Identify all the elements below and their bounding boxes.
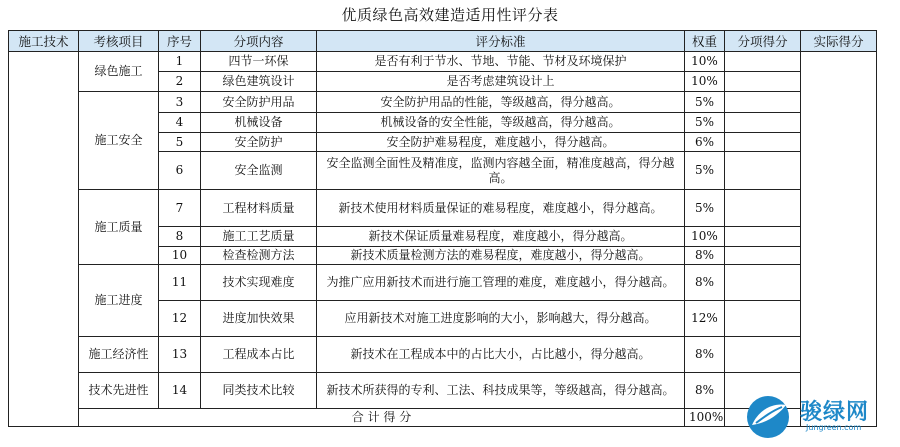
row-criterion: 安全防护难易程度，难度越小，得分越高。 [317, 133, 685, 152]
sub-score-cell[interactable] [725, 133, 801, 152]
row-no: 1 [159, 52, 201, 72]
row-item: 进度加快效果 [201, 301, 317, 337]
row-no: 5 [159, 133, 201, 152]
sub-score-cell[interactable] [725, 227, 801, 247]
row-no: 10 [159, 247, 201, 265]
page-title: 优质绿色高效建造适用性评分表 [341, 6, 559, 24]
row-item: 安全防护用品 [201, 92, 317, 113]
row-item: 四节一环保 [201, 52, 317, 72]
row-no: 4 [159, 113, 201, 133]
row-weight: 5% [685, 152, 725, 190]
row-criterion: 新技术使用材料质量保证的难易程度，难度越小，得分越高。 [317, 190, 685, 227]
col-header-tech: 施工技术 [9, 31, 79, 52]
group-label: 技术先进性 [79, 373, 159, 409]
row-weight: 8% [685, 337, 725, 373]
row-criterion: 应用新技术对施工进度影响的大小，影响越大，得分越高。 [317, 301, 685, 337]
sub-score-cell[interactable] [725, 301, 801, 337]
row-item: 安全监测 [201, 152, 317, 190]
table-header-row [9, 31, 877, 52]
group-label: 施工进度 [79, 265, 159, 337]
sub-score-cell[interactable] [725, 190, 801, 227]
row-item: 工程材料质量 [201, 190, 317, 227]
group-label: 绿色施工 [79, 52, 159, 92]
sub-score-cell[interactable] [725, 72, 801, 92]
row-no: 13 [159, 337, 201, 373]
row-item: 检查检测方法 [201, 247, 317, 265]
row-item: 绿色建筑设计 [201, 72, 317, 92]
leaf-logo-icon [742, 393, 798, 441]
group-label: 施工安全 [79, 92, 159, 190]
sub-score-cell[interactable] [725, 92, 801, 113]
row-item: 施工工艺质量 [201, 227, 317, 247]
row-weight: 12% [685, 301, 725, 337]
row-weight: 8% [685, 265, 725, 301]
row-criterion: 安全防护用品的性能，等级越高，得分越高。 [317, 92, 685, 113]
row-weight: 8% [685, 247, 725, 265]
row-weight: 10% [685, 52, 725, 72]
col-header-no: 序号 [159, 31, 201, 52]
row-no: 11 [159, 265, 201, 301]
row-item: 工程成本占比 [201, 337, 317, 373]
row-no: 6 [159, 152, 201, 190]
row-no: 2 [159, 72, 201, 92]
sub-score-cell[interactable] [725, 52, 801, 72]
row-criterion: 是否有利于节水、节地、节能、节材及环境保护 [317, 52, 685, 72]
total-weight: 100% [685, 409, 725, 427]
row-item: 同类技术比较 [201, 373, 317, 409]
watermark [742, 393, 892, 441]
row-criterion: 机械设备的安全性能，等级越高，得分越高。 [317, 113, 685, 133]
table-row [9, 190, 877, 227]
row-no: 8 [159, 227, 201, 247]
table-row [9, 52, 877, 72]
sub-score-cell[interactable] [725, 247, 801, 265]
col-header-project: 考核项目 [79, 31, 159, 52]
row-weight: 8% [685, 373, 725, 409]
col-header-weight: 权重 [685, 31, 725, 52]
row-criterion: 新技术质量检测方法的难易程度，难度越小，得分越高。 [317, 247, 685, 265]
row-criterion: 新技术保证质量难易程度，难度越小，得分越高。 [317, 227, 685, 247]
row-criterion: 为推广应用新技术而进行施工管理的难度，难度越小，得分越高。 [317, 265, 685, 301]
watermark-url: Jungreen.com [806, 423, 862, 432]
col-header-sub-score: 分项得分 [725, 31, 801, 52]
total-label: 合 计 得 分 [79, 409, 685, 427]
row-criterion: 是否考虑建筑设计上 [317, 72, 685, 92]
sub-score-cell[interactable] [725, 337, 801, 373]
sub-score-cell[interactable] [725, 265, 801, 301]
row-weight: 5% [685, 92, 725, 113]
col-header-actual-score: 实际得分 [801, 31, 877, 52]
group-label: 施工质量 [79, 190, 159, 265]
row-item: 技术实现难度 [201, 265, 317, 301]
row-no: 3 [159, 92, 201, 113]
sub-score-cell[interactable] [725, 152, 801, 190]
row-weight: 6% [685, 133, 725, 152]
row-weight: 10% [685, 72, 725, 92]
row-no: 7 [159, 190, 201, 227]
row-weight: 5% [685, 113, 725, 133]
table-row [9, 92, 877, 113]
row-criterion: 安全监测全面性及精准度，监测内容越全面，精准度越高，得分越高。 [317, 152, 685, 190]
row-criterion: 新技术在工程成本中的占比大小，占比越小，得分越高。 [317, 337, 685, 373]
score-table [8, 30, 877, 427]
row-no: 12 [159, 301, 201, 337]
actual-score-cell[interactable] [801, 52, 877, 427]
row-no: 14 [159, 373, 201, 409]
col-header-criterion: 评分标准 [317, 31, 685, 52]
watermark-text: 骏绿网 [800, 400, 870, 425]
table-row [9, 265, 877, 301]
sub-score-cell[interactable] [725, 113, 801, 133]
row-item: 安全防护 [201, 133, 317, 152]
row-weight: 10% [685, 227, 725, 247]
row-criterion: 新技术所获得的专利、工法、科技成果等，等级越高，得分越高。 [317, 373, 685, 409]
table-row [9, 337, 877, 373]
col-header-item: 分项内容 [201, 31, 317, 52]
row-weight: 5% [685, 190, 725, 227]
group-label: 施工经济性 [79, 337, 159, 373]
row-item: 机械设备 [201, 113, 317, 133]
tech-cell [9, 52, 79, 427]
